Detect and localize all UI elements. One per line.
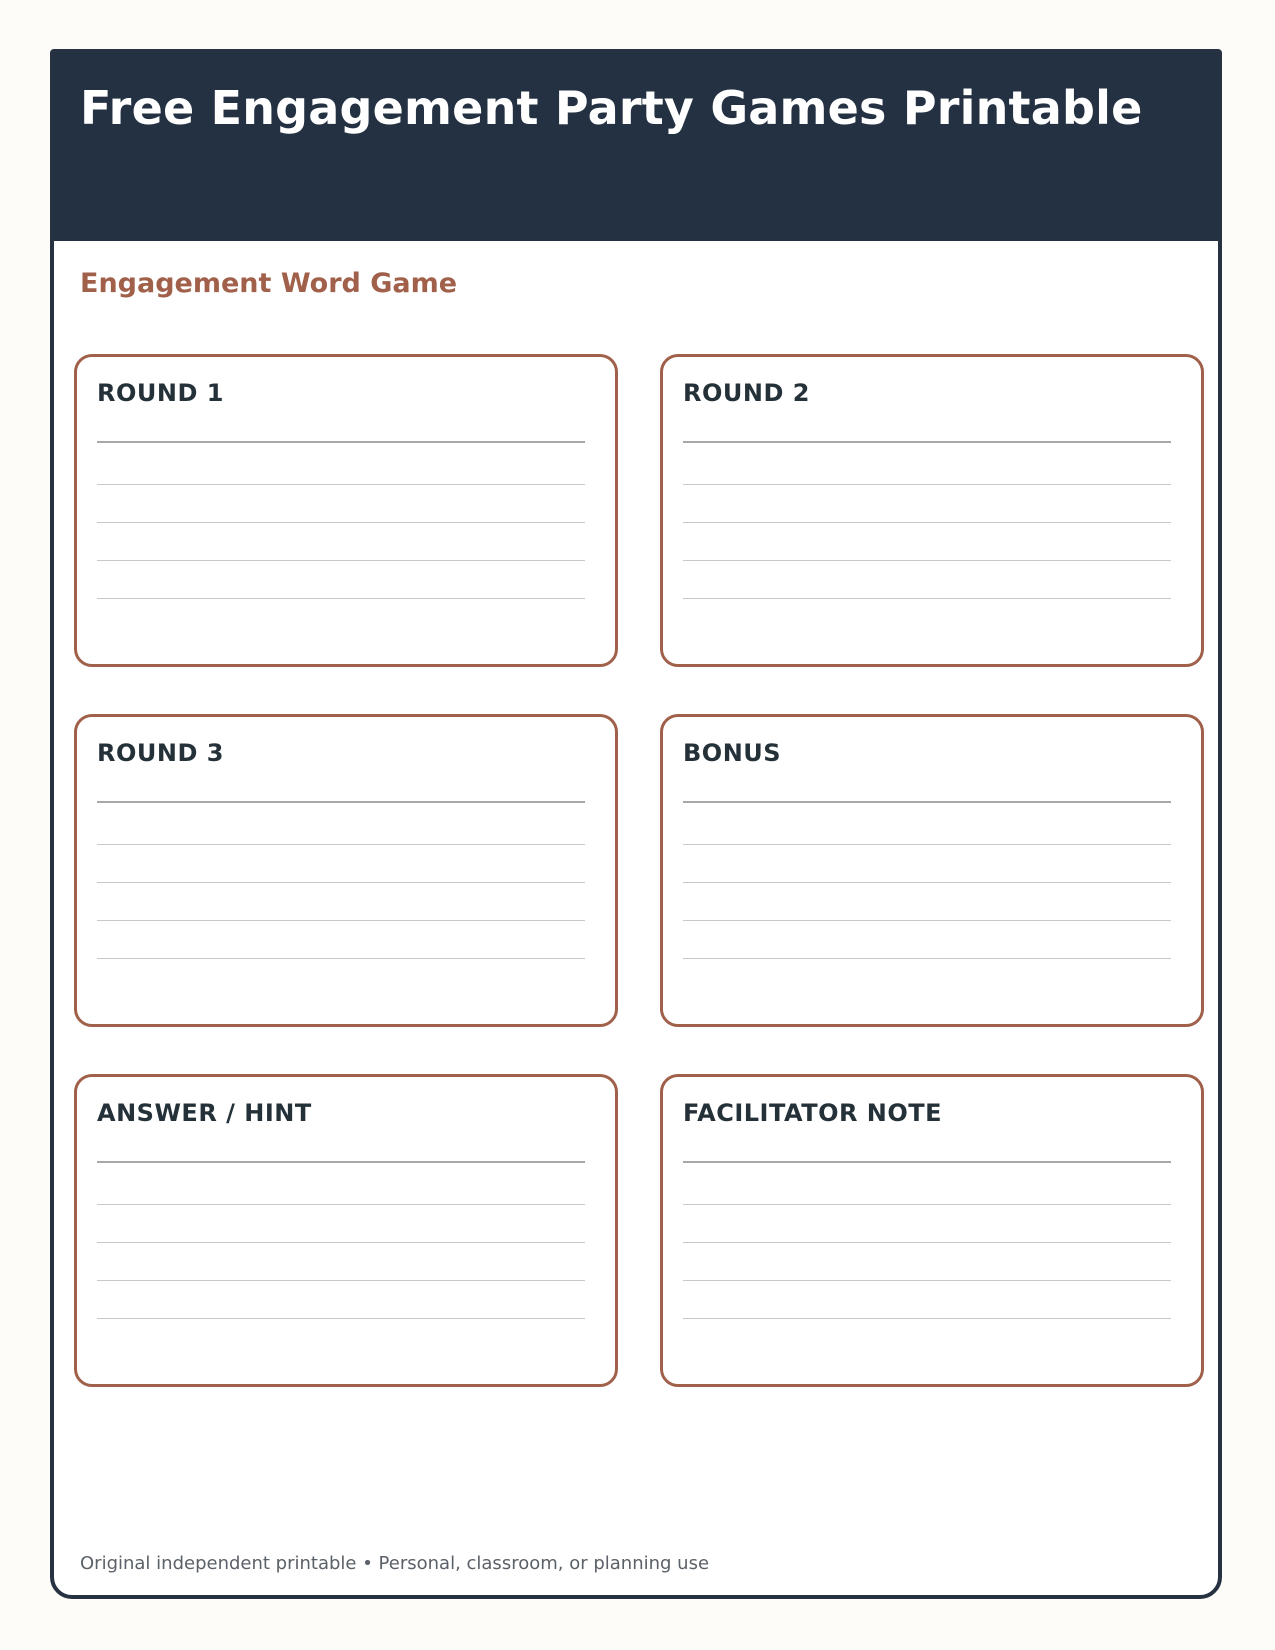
- writing-line: [97, 1242, 585, 1243]
- writing-line: [97, 441, 585, 443]
- card-round-2: [660, 354, 1204, 667]
- writing-line: [683, 484, 1171, 485]
- writing-line: [683, 1161, 1171, 1163]
- writing-line: [97, 598, 585, 599]
- card-answer-hint: [74, 1074, 618, 1387]
- card-bonus: [660, 714, 1204, 1027]
- writing-line: [97, 882, 585, 883]
- writing-line: [683, 598, 1171, 599]
- writing-line: [683, 1280, 1171, 1281]
- writing-line: [683, 920, 1171, 921]
- writing-line: [97, 1204, 585, 1205]
- writing-line: [683, 1242, 1171, 1243]
- writing-line: [683, 560, 1171, 561]
- writing-line: [683, 844, 1171, 845]
- writing-line: [97, 1280, 585, 1281]
- writing-line: [97, 560, 585, 561]
- footer-note: Original independent printable • Personal, classroom, or planning use: [80, 1553, 710, 1574]
- writing-line: [97, 920, 585, 921]
- writing-line: [97, 484, 585, 485]
- header-banner: [54, 53, 1218, 241]
- printable-sheet: [50, 49, 1222, 1599]
- writing-line: [97, 801, 585, 803]
- writing-line: [683, 1204, 1171, 1205]
- writing-line: [97, 1161, 585, 1163]
- card-round-1: [74, 354, 618, 667]
- writing-line: [97, 522, 585, 523]
- writing-line: [97, 958, 585, 959]
- card-title: BONUS: [683, 739, 782, 767]
- card-title: ROUND 1: [97, 379, 224, 407]
- game-subtitle: Engagement Word Game: [80, 268, 458, 299]
- writing-line: [97, 1318, 585, 1319]
- card-title: FACILITATOR NOTE: [683, 1099, 943, 1127]
- writing-line: [683, 801, 1171, 803]
- writing-line: [683, 441, 1171, 443]
- card-title: ANSWER / HINT: [97, 1099, 312, 1127]
- card-round-3: [74, 714, 618, 1027]
- writing-line: [683, 882, 1171, 883]
- writing-line: [683, 522, 1171, 523]
- writing-line: [683, 1318, 1171, 1319]
- card-facilitator-note: [660, 1074, 1204, 1387]
- card-title: ROUND 2: [683, 379, 810, 407]
- page-title: Free Engagement Party Games Printable: [80, 81, 1143, 135]
- writing-line: [683, 958, 1171, 959]
- card-title: ROUND 3: [97, 739, 224, 767]
- writing-line: [97, 844, 585, 845]
